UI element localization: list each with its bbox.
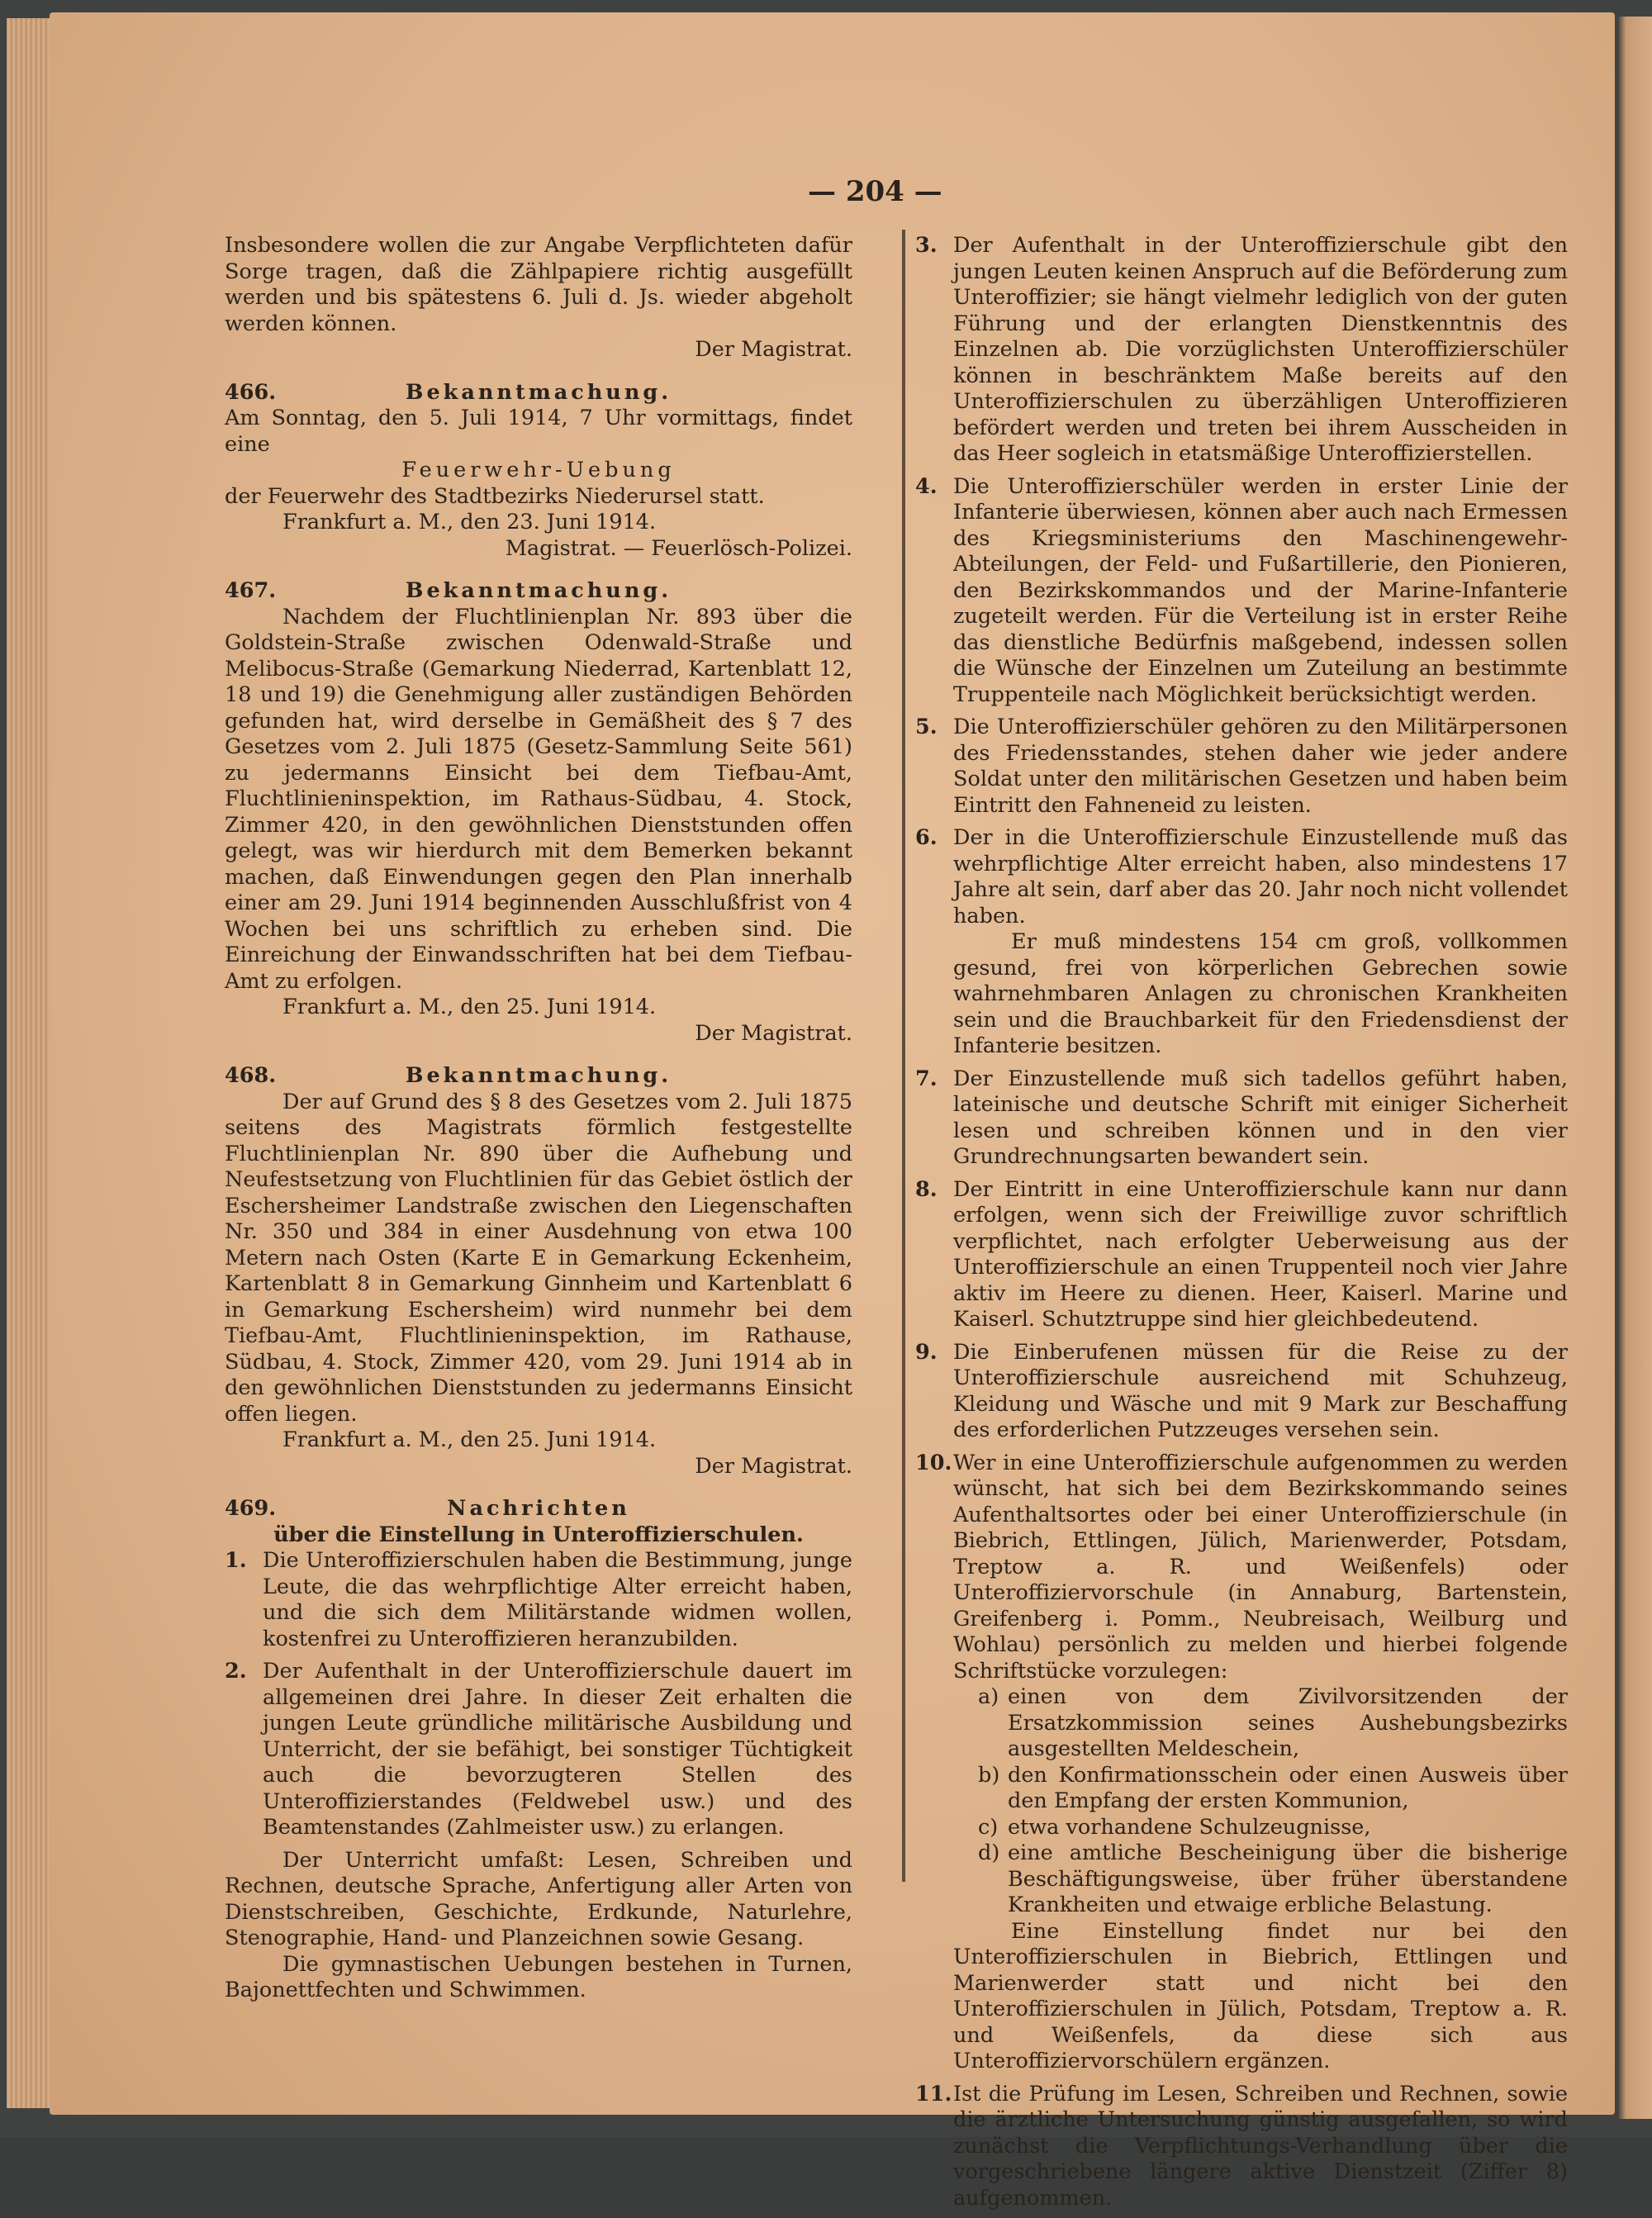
notice-place-date: Frankfurt a. M., den 23. Juni 1914. — [282, 510, 657, 534]
sub-item-text: einen von dem Zivilvorsitzenden der Ersatzkommission seines Aushebungsbezirks ausgestellten Meldeschein, — [1008, 1684, 1568, 1761]
list-item-number: 9. — [915, 1339, 938, 1365]
list-item — [225, 1548, 852, 1652]
list-item — [915, 1066, 1568, 1171]
adjacent-page-edge — [1617, 17, 1652, 2119]
list-item — [915, 474, 1568, 709]
list-item-text: Die gymnastischen Uebungen bestehen in Turnen, Bajonettfechten und Schwimmen. — [225, 1951, 852, 2002]
list-item-number: 5. — [915, 715, 938, 739]
sub-item-label: b) — [978, 1762, 1000, 1788]
list-item — [915, 1340, 1568, 1444]
list-item-number: 1. — [225, 1548, 247, 1573]
sub-item — [953, 1763, 1568, 1815]
list-item — [915, 1451, 1568, 2075]
list-item — [225, 1659, 852, 1841]
notice-469 — [225, 1496, 852, 2004]
notice-468 — [225, 1063, 852, 1479]
sub-item — [953, 1684, 1568, 1763]
notice-event: Feuerwehr-Uebung — [401, 458, 676, 482]
notice-467 — [225, 578, 852, 1047]
list-item-text: Der Unterricht umfaßt: Lesen, Schreiben und Rechnen, deutsche Sprache, Anfertigung aller Arten von Dienstschreiben, Geschichte, Erdkunde, Naturlehre, Stenographie, Hand- und Planzeichnen sowie Gesang. — [225, 1847, 852, 1950]
sub-item — [953, 1815, 1568, 1841]
list-item — [915, 825, 1568, 1060]
list-item-number: 11. — [915, 2081, 952, 2106]
list-item-text: Die Einberufenen müssen für die Reise zu der Unteroffizierschule ausreichend mit Schuhzeug, Kleidung und Wäsche und mit 9 Mark zur Beschaffung des erforderlichen Putzzeuges versehen sein. — [953, 1339, 1568, 1442]
intro-paragraph: Insbesondere wollen die zur Angabe Verpflichteten dafür Sorge tragen, daß die Zählpapiere richtig ausgefüllt werden und bis spätestens 6. Juli d. Js. wieder abgeholt werden können. — [225, 233, 852, 336]
list-item-text: Er muß mindestens 154 cm groß, vollkommen gesund, frei von körperlichen Gebrechen sowie wahrnehmbaren Anlagen zu chronischen Krankheiten sein und die Brauchbarkeit für den Friedensdienst der Infanterie besitzen. — [953, 929, 1568, 1058]
sub-item — [953, 1840, 1568, 1919]
notice-place-date: Frankfurt a. M., den 25. Juni 1914. — [282, 1427, 657, 1452]
list-item-text: Die Unteroffizierschüler gehören zu den Militärpersonen des Friedensstandes, stehen daher wie jeder andere Soldat unter den militärischen Gesetzen und haben beim Eintritt den Fahneneid zu leisten. — [953, 715, 1568, 818]
notice-number: 467. — [225, 578, 277, 603]
list-item — [915, 715, 1568, 819]
notice-text: Am Sonntag, den 5. Juli 1914, 7 Uhr vormittags, findet eine — [225, 406, 852, 457]
list-item-number: 2. — [225, 1659, 247, 1684]
list-item-number: 3. — [915, 233, 938, 258]
list-item — [915, 2082, 1568, 2212]
list-item-number: 8. — [915, 1176, 938, 1202]
list-item-text: Der Einzustellende muß sich tadellos geführt haben, lateinische und deutsche Schrift mit einiger Sicherheit lesen und schreiben können und in den vier Grundrechnungsarten bewandert sein. — [953, 1066, 1568, 1169]
list-item-text: Der in die Unteroffizierschule Einzustellende muß das wehrpflichtige Alter erreicht haben, also mindestens 17 Jahre alt sein, darf aber das 20. Jahr noch nicht vollendet haben. — [953, 825, 1568, 929]
notice-number: 468. — [225, 1063, 277, 1088]
notice-heading: Bekanntmachung. — [405, 1063, 672, 1088]
notice-466 — [225, 380, 852, 563]
list-item-number: 7. — [915, 1066, 938, 1091]
right-column — [915, 233, 1568, 2218]
list-item-text: Die Unteroffizierschüler werden in erster Linie der Infanterie überwiesen, können aber auch nach Ermessen des Kriegsministeriums den Maschinengewehr-Abteilungen, der Feld- und Fußartillerie, den Pionieren, den Bezirkskommandos und der Marine-Infanterie zugeteilt werden. Für die Verteilung ist in erster Reihe das dienstliche Bedürfnis maßgebend, indessen sollen die Wünsche der Einzelnen um Zuteilung an bestimmte Truppenteile nach Möglichkeit berücksichtigt werden. — [953, 473, 1568, 707]
column-divider — [902, 230, 905, 1882]
list-item-number: 4. — [915, 473, 938, 499]
intro-signature: Der Magistrat. — [695, 337, 852, 362]
notice-text: der Feuerwehr des Stadtbezirks Niederursel statt. — [225, 483, 765, 509]
left-column — [225, 233, 852, 2004]
list-item-number: 6. — [915, 825, 938, 850]
list-item-text: Ist die Prüfung im Lesen, Schreiben und Rechnen, sowie die ärztliche Untersuchung günstig ausgefallen, so wird zunächst die Verpflichtungs-Verhandlung über die vorgeschriebene längere aktive Dienstzeit (Ziffer 8) aufgenommen. — [953, 2081, 1568, 2211]
notice-number: 466. — [225, 379, 277, 405]
list-item — [915, 233, 1568, 468]
list-item — [915, 1177, 1568, 1333]
notice-signature: Magistrat. — Feuerlösch-Polizei. — [505, 535, 852, 561]
list-item-text: Die Unteroffizierschulen haben die Bestimmung, junge Leute, die das wehrpflichtige Alter erreicht haben, und die sich dem Militärstande widmen wollen, kostenfrei zu Unteroffizieren heranzubilden. — [263, 1548, 852, 1651]
list-item-text: Der Aufenthalt in der Unteroffizierschule dauert im allgemeinen drei Jahre. In dieser Zeit erhalten die jungen Leute gründliche militärische Ausbildung und Unterricht, der sie befähigt, bei sonstiger Tüchtigkeit auch die bevorzugteren Stellen des Unteroffizierstandes (Feldwebel usw.) und des Beamtenstandes (Zahlmeister usw.) zu erlangen. — [263, 1659, 852, 1840]
notice-text: Nachdem der Fluchtlinienplan Nr. 893 über die Goldstein-Straße zwischen Odenwald-Straße und Melibocus-Straße (Gemarkung Niederrad, Kartenblatt 12, 18 und 19) die Genehmigung aller zuständigen Behörden gefunden hat, wird derselbe in Gemäßheit des § 7 des Gesetzes vom 2. Juli 1875 (Gesetz-Sammlung Seite 561) zu jedermanns Einsicht bei dem Tiefbau-Amt, Fluchtlinieninspektion, im Rathaus-Südbau, 4. Stock, Zimmer 420, in den gewöhnlichen Dienststunden offen gelegt, was wir hierdurch mit dem Bemerken bekannt machen, daß Einwendungen gegen den Plan innerhalb einer am 29. Juni 1914 beginnenden Ausschlußfrist von 4 Wochen bei uns schriftlich zu erheben sind. Die Einreichung der Einwandsschriften hat bei dem Tiefbau-Amt zu erfolgen. — [225, 604, 852, 994]
page-number: — 204 — — [808, 175, 942, 208]
notice-text: Der auf Grund des § 8 des Gesetzes vom 2. Juli 1875 seitens des Magistrats förmlich festgestellte Fluchtlinienplan Nr. 890 über die Aufhebung und Neufestsetzung von Fluchtlinien für das Gebiet östlich der Eschersheimer Landstraße zwischen den Liegenschaften Nr. 350 und 384 in einer Ausdehnung von etwa 100 Metern nach Osten (Karte E in Gemarkung Eckenheim, Kartenblatt 8 in Gemarkung Ginnheim und Kartenblatt 6 in Gemarkung Eschersheim) wird nunmehr bei dem Tiefbau-Amt, Fluchtlinieninspektion, im Rathause, Südbau, 4. Stock, Zimmer 420, vom 29. Juni 1914 ab in den gewöhnlichen Dienststunden zu jedermanns Einsicht offen liegen. — [225, 1089, 852, 1427]
notice-subheading: über die Einstellung in Unteroffizierschulen. — [273, 1522, 804, 1547]
notice-place-date: Frankfurt a. M., den 25. Juni 1914. — [282, 995, 657, 1019]
list-item-text: Der Aufenthalt in der Unteroffizierschule gibt den jungen Leuten keinen Anspruch auf die Beförderung zum Unteroffizier; sie hängt vielmehr lediglich von der guten Führung und der erlangten Dienstkenntnis des Einzelnen ab. Die vorzüglichsten Unteroffizierschüler können in beschränktem Maße bereits auf den Unteroffizierschulen zu überzähligen Unteroffizieren befördert werden und treten bei ihrem Ausscheiden in das Heer sogleich in etatsmäßige Unteroffizierstellen. — [953, 233, 1568, 466]
list-item-text: Der Eintritt in eine Unteroffizierschule kann nur dann erfolgen, wenn sich der Freiwillige zuvor schriftlich verpflichtet, nach erfolgter Ueberweisung aus der Unteroffizierschule an einen Truppenteil noch vier Jahre aktiv im Heere zu dienen. Heer, Kaiserl. Marine und Kaiserl. Schutztruppe sind hier gleichbedeutend. — [953, 1176, 1568, 1332]
sub-item-text: eine amtliche Bescheinigung über die bisherige Beschäftigungsweise, über früher überstandene Krankheiten und etwaige erbliche Belastung. — [1008, 1840, 1568, 1917]
page-stack-edge — [7, 18, 55, 2108]
sub-item-label: a) — [978, 1684, 999, 1709]
notice-signature: Der Magistrat. — [695, 1020, 852, 1046]
notice-number: 469. — [225, 1496, 277, 1521]
notice-heading: Bekanntmachung. — [405, 578, 672, 603]
sub-item-text: etwa vorhandene Schulzeugnisse, — [1008, 1814, 1371, 1840]
notice-heading: Bekanntmachung. — [405, 379, 672, 405]
list-item-number: 10. — [915, 1450, 952, 1475]
list-item-text: Eine Einstellung findet nur bei den Unteroffizierschulen in Biebrich, Ettlingen und Marienwerder statt und nicht bei den Unteroffizierschulen in Jülich, Potsdam, Treptow a. R. und Weißenfels, da diese sich aus Unteroffiziervorschülern ergänzen. — [953, 1918, 1568, 2073]
list-item-text: Wer in eine Unteroffizierschule aufgenommen zu werden wünscht, hat sich bei dem Bezirkskommando seines Aufenthaltsortes oder bei einer Unteroffizierschule (in Biebrich, Ettlingen, Jülich, Marienwerder, Potsdam, Treptow a. R. und Weißenfels) oder Unteroffiziervorschule (in Annaburg, Bartenstein, Greifenberg i. Pomm., Neubreisach, Weilburg und Wohlau) persönlich zu melden und hierbei folgende Schriftstücke vorzulegen: — [953, 1450, 1568, 1684]
notice-heading: Nachrichten — [447, 1496, 630, 1521]
sub-item-label: c) — [978, 1814, 999, 1840]
sub-item-label: d) — [978, 1840, 1000, 1865]
notice-signature: Der Magistrat. — [695, 1453, 852, 1479]
sub-item-text: den Konfirmationsschein oder einen Ausweis über den Empfang der ersten Kommunion, — [1008, 1762, 1568, 1813]
